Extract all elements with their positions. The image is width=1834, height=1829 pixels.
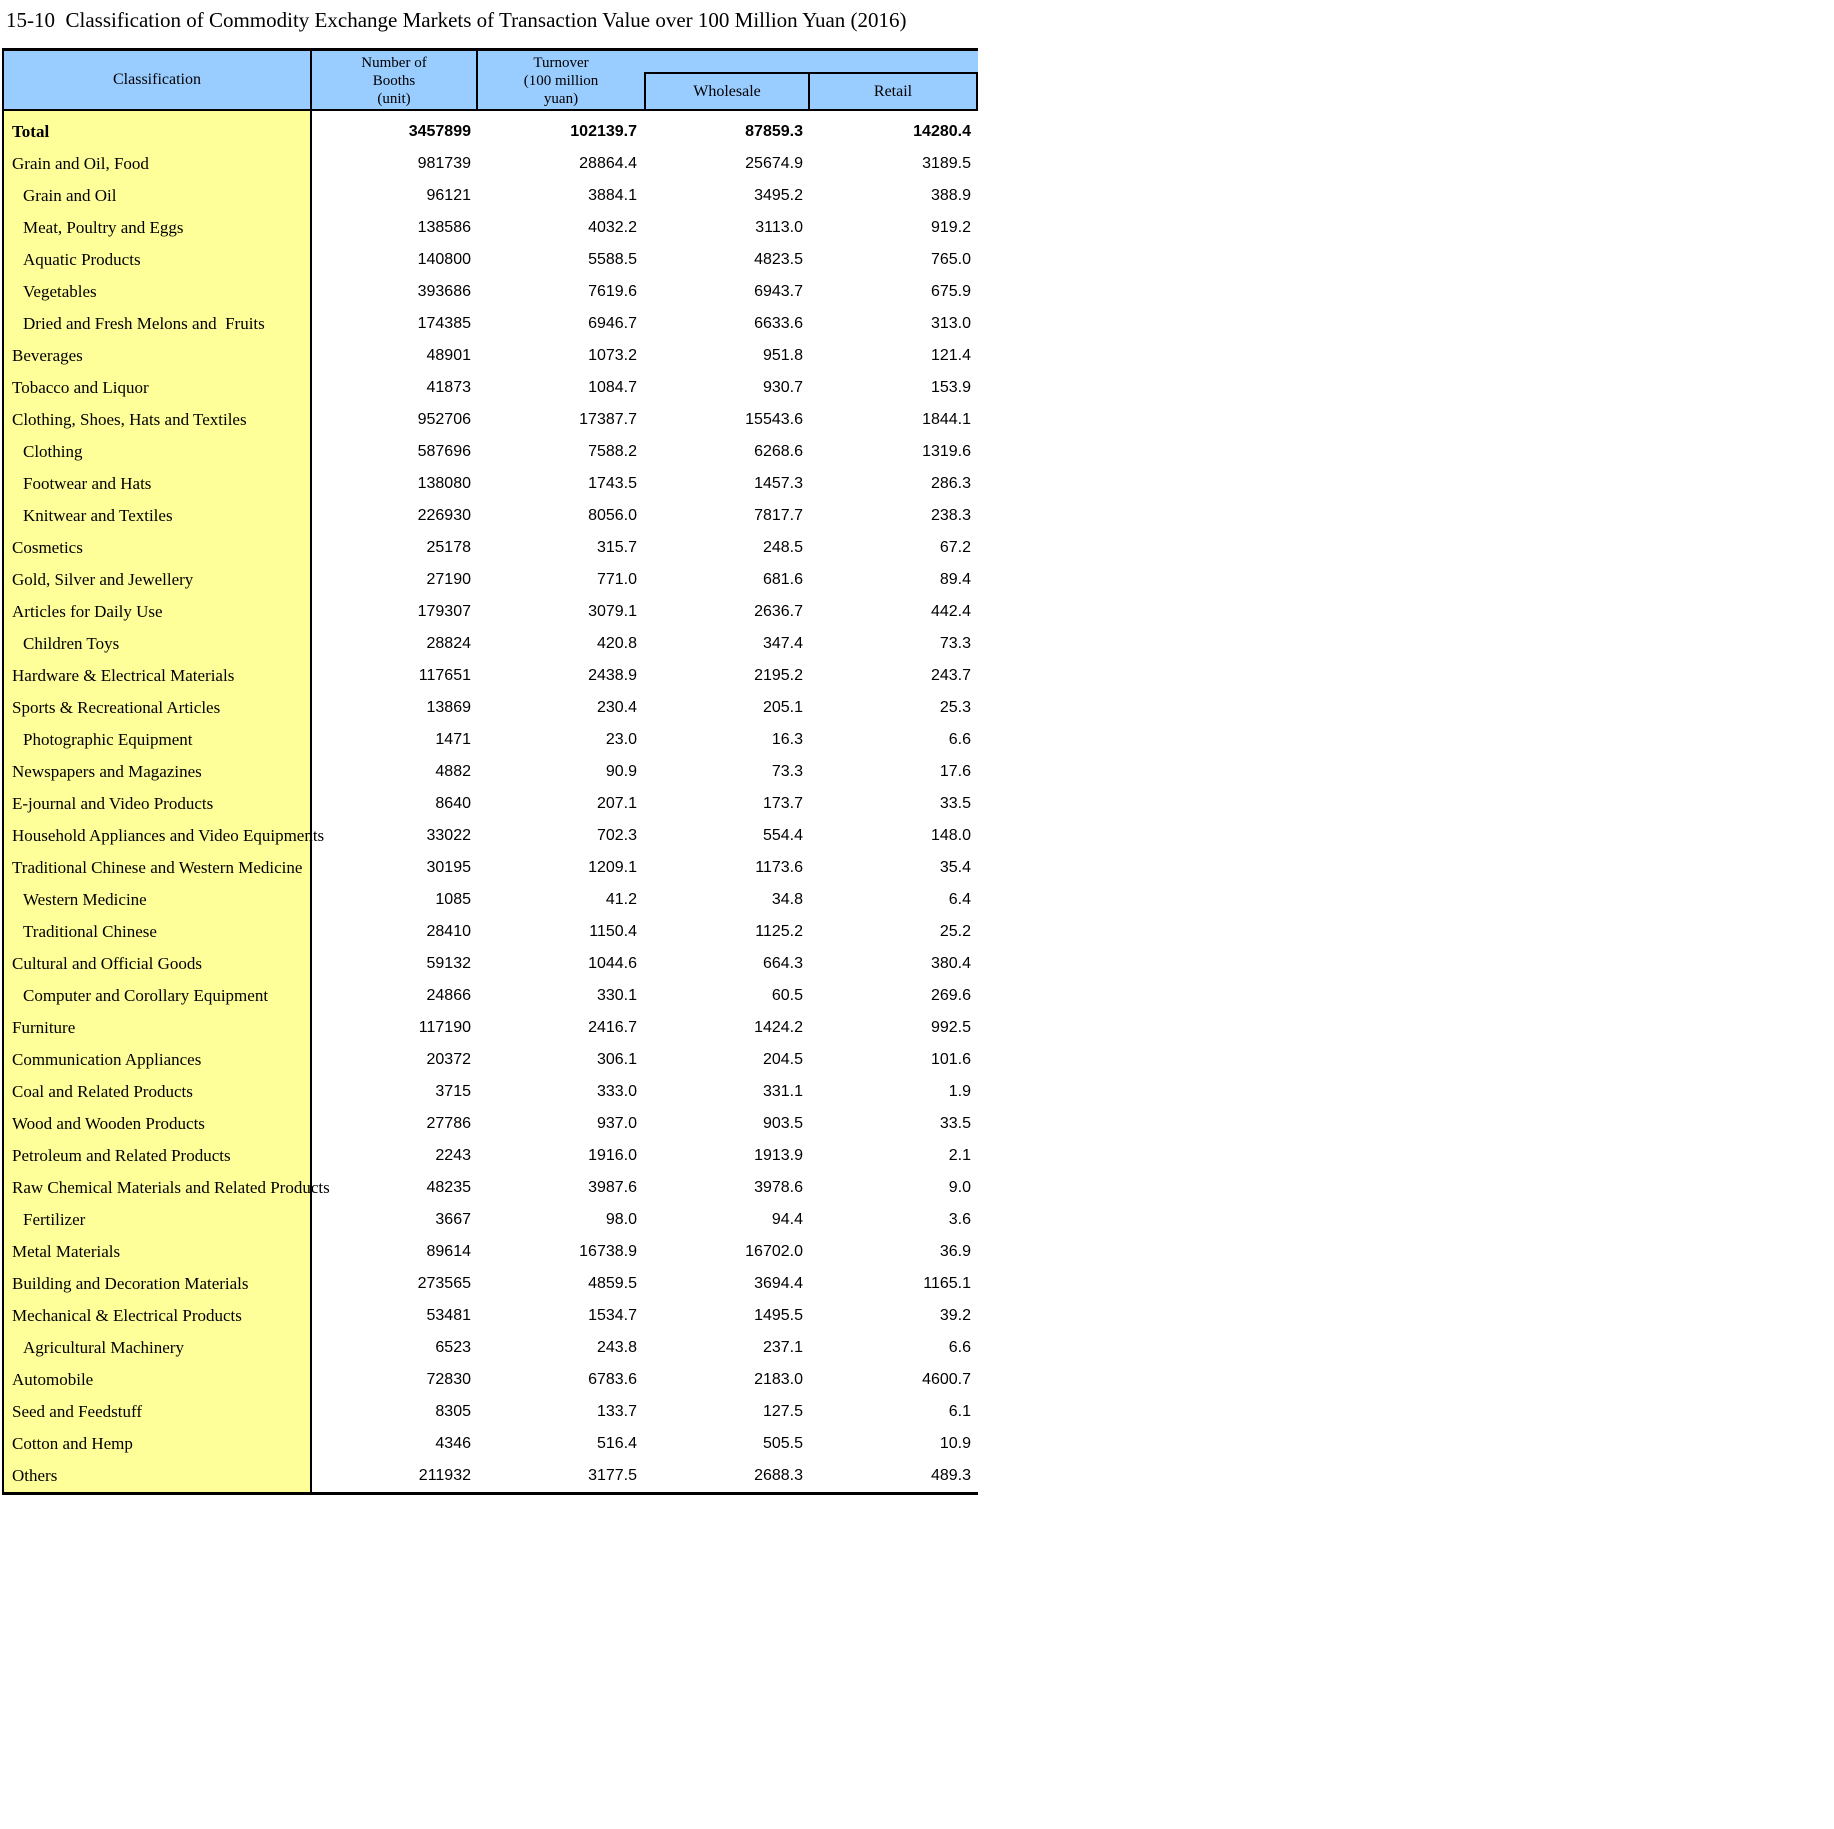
classification-cell: Tobacco and Liquor (4, 372, 312, 404)
booths-cell: 138586 (417, 219, 471, 236)
classification-cell: Computer and Corollary Equipment (4, 980, 312, 1012)
wholesale-cell: 681.6 (762, 571, 803, 588)
header-turnover-line3: yuan) (543, 91, 579, 107)
retail-cell: 33.5 (939, 795, 971, 812)
classification-cell: Others (4, 1460, 312, 1492)
booths-cell: 59132 (426, 955, 471, 972)
retail-cell: 36.9 (939, 1243, 971, 1260)
wholesale-cell: 204.5 (762, 1051, 803, 1068)
turnover-cell: 3987.6 (588, 1179, 637, 1196)
booths-cell: 8305 (435, 1403, 471, 1420)
booths-cell: 27190 (426, 571, 471, 588)
wholesale-cell: 173.7 (762, 795, 803, 812)
booths-cell: 28824 (426, 635, 471, 652)
retail-cell: 380.4 (930, 955, 971, 972)
wholesale-cell: 930.7 (762, 379, 803, 396)
table-row (4, 180, 978, 212)
retail-cell: 1844.1 (922, 411, 971, 428)
booths-cell: 3667 (435, 1211, 471, 1228)
classification-cell: Furniture (4, 1012, 312, 1044)
table-row (4, 884, 978, 916)
table-row (4, 692, 978, 724)
table-row (4, 500, 978, 532)
classification-cell: Metal Materials (4, 1236, 312, 1268)
table-row (4, 980, 978, 1012)
table-row (4, 1364, 978, 1396)
table-header (4, 51, 978, 111)
header-classification-label: Classification (113, 71, 201, 88)
retail-cell: 67.2 (939, 539, 971, 556)
booths-cell: 1085 (435, 891, 471, 908)
retail-cell: 238.3 (930, 507, 971, 524)
turnover-cell: 41.2 (605, 891, 637, 908)
booths-cell: 72830 (426, 1371, 471, 1388)
wholesale-cell: 3978.6 (754, 1179, 803, 1196)
classification-cell: Articles for Daily Use (4, 596, 312, 628)
classification-cell: Children Toys (4, 628, 312, 660)
retail-cell: 148.0 (930, 827, 971, 844)
booths-cell: 41873 (426, 379, 471, 396)
retail-cell: 9.0 (948, 1179, 971, 1196)
wholesale-cell: 34.8 (771, 891, 803, 908)
retail-cell: 992.5 (930, 1019, 971, 1036)
wholesale-cell: 127.5 (762, 1403, 803, 1420)
booths-cell: 952706 (417, 411, 471, 428)
retail-cell: 388.9 (930, 187, 971, 204)
turnover-cell: 90.9 (605, 763, 637, 780)
booths-cell: 587696 (417, 443, 471, 460)
classification-cell: Household Appliances and Video Equipments (4, 820, 312, 852)
classification-cell: E-journal and Video Products (4, 788, 312, 820)
classification-cell: Traditional Chinese and Western Medicine (4, 852, 312, 884)
wholesale-cell: 6943.7 (754, 283, 803, 300)
wholesale-cell: 16702.0 (745, 1243, 803, 1260)
turnover-cell: 16738.9 (579, 1243, 637, 1260)
classification-cell: Vegetables (4, 276, 312, 308)
wholesale-cell: 951.8 (762, 347, 803, 364)
retail-cell: 6.1 (948, 1403, 971, 1420)
booths-cell: 8640 (435, 795, 471, 812)
booths-cell: 2243 (435, 1147, 471, 1164)
table-row (4, 1044, 978, 1076)
wholesale-cell: 664.3 (762, 955, 803, 972)
wholesale-cell: 2636.7 (754, 603, 803, 620)
retail-cell: 313.0 (930, 315, 971, 332)
table-row (4, 1204, 978, 1236)
header-turnover-line2: (100 million (523, 73, 599, 89)
table-row (4, 596, 978, 628)
header-turnover (478, 51, 644, 109)
classification-cell: Knitwear and Textiles (4, 500, 312, 532)
wholesale-cell: 25674.9 (745, 155, 803, 172)
wholesale-cell: 1495.5 (754, 1307, 803, 1324)
turnover-cell: 7588.2 (588, 443, 637, 460)
header-booths-line2: Booths (372, 73, 416, 89)
classification-cell: Photographic Equipment (4, 724, 312, 756)
header-classification (4, 51, 312, 109)
turnover-cell: 207.1 (596, 795, 637, 812)
retail-cell: 6.4 (948, 891, 971, 908)
classification-cell: Traditional Chinese (4, 916, 312, 948)
wholesale-cell: 87859.3 (745, 123, 803, 140)
wholesale-cell: 3694.4 (754, 1275, 803, 1292)
retail-cell: 33.5 (939, 1115, 971, 1132)
retail-cell: 39.2 (939, 1307, 971, 1324)
turnover-cell: 6783.6 (588, 1371, 637, 1388)
header-wholesale-retail-box (644, 72, 978, 109)
booths-cell: 1471 (435, 731, 471, 748)
table-row (4, 1012, 978, 1044)
turnover-cell: 3079.1 (588, 603, 637, 620)
classification-cell: Automobile (4, 1364, 312, 1396)
classification-cell: Seed and Feedstuff (4, 1396, 312, 1428)
table-row (4, 628, 978, 660)
table-row (4, 564, 978, 596)
header-turnover-line1: Turnover (533, 55, 589, 71)
booths-cell: 4346 (435, 1435, 471, 1452)
turnover-cell: 702.3 (596, 827, 637, 844)
wholesale-cell: 94.4 (771, 1211, 803, 1228)
table-row (4, 1332, 978, 1364)
turnover-cell: 4032.2 (588, 219, 637, 236)
table-row (4, 372, 978, 404)
table-row (4, 1460, 978, 1492)
wholesale-cell: 6268.6 (754, 443, 803, 460)
booths-cell: 3457899 (408, 123, 471, 140)
classification-cell: Newspapers and Magazines (4, 756, 312, 788)
classification-cell: Raw Chemical Materials and Related Products (4, 1172, 312, 1204)
wholesale-cell: 1173.6 (755, 859, 803, 876)
turnover-cell: 1073.2 (588, 347, 637, 364)
table-row (4, 532, 978, 564)
wholesale-cell: 331.1 (762, 1083, 803, 1100)
classification-cell: Gold, Silver and Jewellery (4, 564, 312, 596)
booths-cell: 48901 (426, 347, 471, 364)
classification-cell: Footwear and Hats (4, 468, 312, 500)
booths-cell: 89614 (426, 1243, 471, 1260)
retail-cell: 243.7 (930, 667, 971, 684)
classification-cell: Western Medicine (4, 884, 312, 916)
turnover-cell: 23.0 (605, 731, 637, 748)
booths-cell: 13869 (426, 699, 471, 716)
retail-cell: 73.3 (939, 635, 971, 652)
wholesale-cell: 205.1 (762, 699, 803, 716)
table-row (4, 1396, 978, 1428)
booths-cell: 981739 (417, 155, 471, 172)
table-row (4, 1236, 978, 1268)
wholesale-cell: 2688.3 (754, 1467, 803, 1484)
table-row (4, 1172, 978, 1204)
classification-cell: Cultural and Official Goods (4, 948, 312, 980)
turnover-cell: 1044.6 (588, 955, 637, 972)
retail-cell: 675.9 (930, 283, 971, 300)
retail-cell: 14280.4 (913, 123, 971, 140)
booths-cell: 179307 (417, 603, 471, 620)
table-row (4, 244, 978, 276)
classification-cell: Grain and Oil, Food (4, 148, 312, 180)
wholesale-cell: 237.1 (762, 1339, 803, 1356)
booths-cell: 226930 (417, 507, 471, 524)
table-row (4, 948, 978, 980)
wholesale-cell: 554.4 (762, 827, 803, 844)
page (0, 8, 1834, 1495)
booths-cell: 393686 (417, 283, 471, 300)
booths-cell: 6523 (435, 1339, 471, 1356)
turnover-cell: 98.0 (605, 1211, 637, 1228)
header-number-of-booths (312, 51, 478, 109)
table-row (4, 1300, 978, 1332)
table-row (4, 756, 978, 788)
classification-cell: Building and Decoration Materials (4, 1268, 312, 1300)
wholesale-cell: 1913.9 (754, 1147, 803, 1164)
classification-cell: Clothing (4, 436, 312, 468)
table-row (4, 340, 978, 372)
turnover-cell: 1743.5 (588, 475, 637, 492)
booths-cell: 96121 (426, 187, 471, 204)
wholesale-cell: 1125.2 (755, 923, 803, 940)
table-row (4, 788, 978, 820)
table-row (4, 212, 978, 244)
table-row (4, 724, 978, 756)
wholesale-cell: 3495.2 (754, 187, 803, 204)
turnover-cell: 5588.5 (588, 251, 637, 268)
turnover-cell: 7619.6 (588, 283, 637, 300)
booths-cell: 33022 (426, 827, 471, 844)
retail-cell: 3.6 (948, 1211, 971, 1228)
retail-cell: 269.6 (930, 987, 971, 1004)
turnover-cell: 1916.0 (588, 1147, 637, 1164)
classification-cell: Coal and Related Products (4, 1076, 312, 1108)
table-row (4, 468, 978, 500)
retail-cell: 101.6 (930, 1051, 971, 1068)
table-row (4, 116, 978, 148)
turnover-cell: 306.1 (596, 1051, 637, 1068)
turnover-cell: 2416.7 (588, 1019, 637, 1036)
wholesale-cell: 6633.6 (754, 315, 803, 332)
table-row (4, 820, 978, 852)
wholesale-cell: 7817.7 (754, 507, 803, 524)
wholesale-cell: 60.5 (771, 987, 803, 1004)
wholesale-cell: 4823.5 (754, 251, 803, 268)
retail-cell: 3189.5 (922, 155, 971, 172)
classification-cell: Communication Appliances (4, 1044, 312, 1076)
turnover-cell: 1534.7 (588, 1307, 637, 1324)
wholesale-cell: 505.5 (762, 1435, 803, 1452)
retail-cell: 2.1 (948, 1147, 971, 1164)
booths-cell: 174385 (417, 315, 471, 332)
booths-cell: 25178 (426, 539, 471, 556)
retail-cell: 4600.7 (922, 1371, 971, 1388)
booths-cell: 4882 (435, 763, 471, 780)
retail-cell: 1.9 (948, 1083, 971, 1100)
classification-cell: Cosmetics (4, 532, 312, 564)
wholesale-cell: 73.3 (771, 763, 803, 780)
wholesale-cell: 2195.2 (754, 667, 803, 684)
classification-cell: Meat, Poultry and Eggs (4, 212, 312, 244)
table-row (4, 916, 978, 948)
classification-cell: Beverages (4, 340, 312, 372)
classification-cell: Petroleum and Related Products (4, 1140, 312, 1172)
booths-cell: 140800 (417, 251, 471, 268)
turnover-cell: 771.0 (596, 571, 637, 588)
booths-cell: 3715 (435, 1083, 471, 1100)
retail-cell: 25.3 (939, 699, 971, 716)
classification-cell: Cotton and Hemp (4, 1428, 312, 1460)
table-row (4, 436, 978, 468)
wholesale-cell: 1457.3 (754, 475, 803, 492)
classification-cell: Hardware & Electrical Materials (4, 660, 312, 692)
booths-cell: 117190 (418, 1019, 471, 1036)
booths-cell: 30195 (426, 859, 471, 876)
retail-cell: 489.3 (930, 1467, 971, 1484)
classification-cell: Dried and Fresh Melons and Fruits (4, 308, 312, 340)
turnover-cell: 333.0 (596, 1083, 637, 1100)
classification-cell: Fertilizer (4, 1204, 312, 1236)
booths-cell: 20372 (426, 1051, 471, 1068)
page-title: 15-10 Classification of Commodity Exchange Markets of Transaction Value over 100 Million Yuan (2016) (6, 8, 907, 32)
table-row (4, 1268, 978, 1300)
booths-cell: 48235 (426, 1179, 471, 1196)
retail-cell: 121.4 (930, 347, 971, 364)
turnover-cell: 17387.7 (579, 411, 637, 428)
turnover-cell: 1209.1 (588, 859, 637, 876)
wholesale-cell: 3113.0 (755, 219, 803, 236)
turnover-cell: 315.7 (596, 539, 637, 556)
retail-cell: 10.9 (939, 1435, 971, 1452)
retail-cell: 25.2 (939, 923, 971, 940)
turnover-cell: 4859.5 (588, 1275, 637, 1292)
retail-cell: 17.6 (939, 763, 971, 780)
turnover-cell: 1084.7 (588, 379, 637, 396)
retail-cell: 89.4 (939, 571, 971, 588)
retail-cell: 153.9 (930, 379, 971, 396)
retail-cell: 6.6 (948, 731, 971, 748)
turnover-cell: 102139.7 (570, 123, 637, 140)
table-body (4, 111, 978, 1492)
turnover-cell: 330.1 (596, 987, 637, 1004)
wholesale-cell: 15543.6 (745, 411, 803, 428)
header-wholesale: Wholesale (646, 74, 810, 109)
classification-cell: Sports & Recreational Articles (4, 692, 312, 724)
turnover-cell: 3177.5 (588, 1467, 637, 1484)
wholesale-cell: 1424.2 (754, 1019, 803, 1036)
turnover-cell: 516.4 (596, 1435, 637, 1452)
header-booths-line1: Number of (361, 55, 427, 71)
retail-cell: 442.4 (930, 603, 971, 620)
table-row (4, 148, 978, 180)
header-retail: Retail (873, 82, 913, 100)
classification-cell: Clothing, Shoes, Hats and Textiles (4, 404, 312, 436)
classification-cell: Wood and Wooden Products (4, 1108, 312, 1140)
retail-cell: 1165.1 (923, 1275, 971, 1292)
retail-cell: 286.3 (930, 475, 971, 492)
classification-cell: Agricultural Machinery (4, 1332, 312, 1364)
turnover-cell: 243.8 (596, 1339, 637, 1356)
turnover-cell: 6946.7 (588, 315, 637, 332)
turnover-cell: 3884.1 (588, 187, 637, 204)
turnover-cell: 420.8 (596, 635, 637, 652)
classification-cell: Mechanical & Electrical Products (4, 1300, 312, 1332)
turnover-cell: 230.4 (596, 699, 637, 716)
retail-cell: 35.4 (939, 859, 971, 876)
booths-cell: 138080 (417, 475, 471, 492)
retail-cell: 1319.6 (922, 443, 971, 460)
classification-cell: Aquatic Products (4, 244, 312, 276)
booths-cell: 117651 (418, 667, 471, 684)
retail-cell: 6.6 (948, 1339, 971, 1356)
wholesale-cell: 347.4 (762, 635, 803, 652)
booths-cell: 211932 (418, 1467, 471, 1484)
turnover-cell: 937.0 (596, 1115, 637, 1132)
commodity-table (2, 48, 978, 1495)
wholesale-cell: 248.5 (762, 539, 803, 556)
turnover-cell: 28864.4 (579, 155, 637, 172)
turnover-cell: 8056.0 (588, 507, 637, 524)
turnover-cell: 133.7 (596, 1403, 637, 1420)
booths-cell: 24866 (426, 987, 471, 1004)
table-row (4, 1076, 978, 1108)
booths-cell: 53481 (426, 1307, 471, 1324)
classification-cell: Total (4, 116, 312, 148)
header-wholesale-retail-group (644, 51, 978, 109)
turnover-cell: 1150.4 (589, 923, 637, 940)
table-row (4, 852, 978, 884)
classification-cell: Grain and Oil (4, 180, 312, 212)
turnover-cell: 2438.9 (588, 667, 637, 684)
table-row (4, 1140, 978, 1172)
booths-cell: 27786 (426, 1115, 471, 1132)
table-row (4, 276, 978, 308)
table-row (4, 660, 978, 692)
wholesale-cell: 16.3 (771, 731, 803, 748)
table-row (4, 404, 978, 436)
wholesale-cell: 903.5 (762, 1115, 803, 1132)
wholesale-cell: 2183.0 (754, 1371, 803, 1388)
booths-cell: 273565 (417, 1275, 471, 1292)
table-row (4, 1428, 978, 1460)
booths-cell: 28410 (426, 923, 471, 940)
retail-cell: 765.0 (930, 251, 971, 268)
table-row (4, 308, 978, 340)
table-row (4, 1108, 978, 1140)
header-booths-line3: (unit) (377, 91, 411, 107)
retail-cell: 919.2 (930, 219, 971, 236)
